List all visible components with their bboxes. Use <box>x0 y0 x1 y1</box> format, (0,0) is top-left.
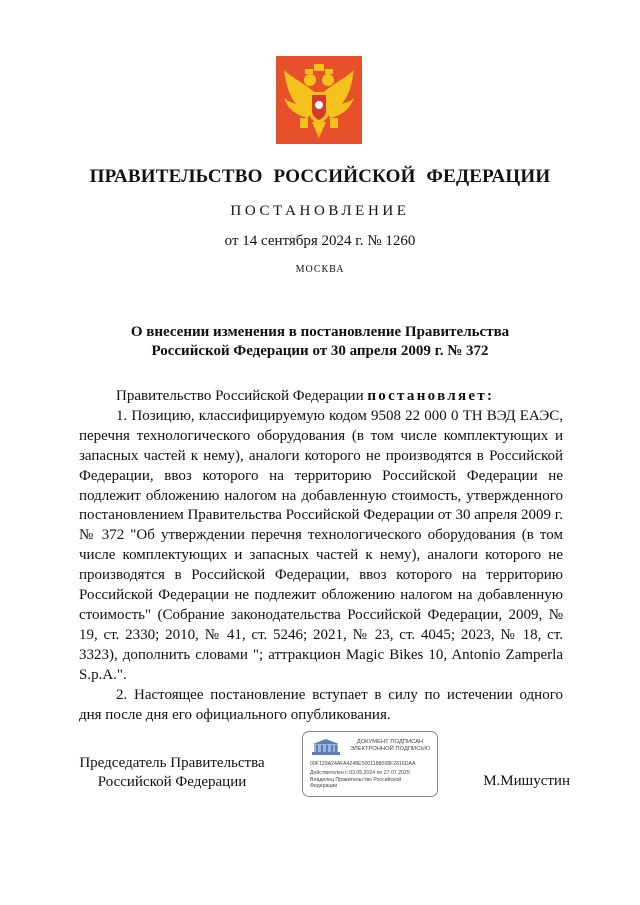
signatory-name: М.Мишустин <box>483 773 570 789</box>
stamp-certificate: 00F129A24AFA4248E5001188008F2816DAA <box>310 761 416 767</box>
stamp-title-line-1: ДОКУМЕНТ ПОДПИСАН <box>356 739 424 745</box>
stamp-owner-line-2: Федерации <box>310 783 338 789</box>
subject-line-2: Российской Федерации от 30 апреля 2009 г. № 372 <box>151 343 489 359</box>
stamp-title <box>345 739 435 753</box>
signature-building-icon <box>311 738 341 756</box>
intro-resolves: постановляет: <box>367 388 495 404</box>
city: МОСКВА <box>295 264 345 275</box>
paragraph-1: 1. Позицию, классифицируемую кодом 9508 22 000 0 ТН ВЭД ЕАЭС, перечня технологического оборудования (в том числе комплектующих и запасных частей к нему), аналоги которого не производятся в Российской Федерации, ввоз которого на территорию Российской Федерации не подлежит обложению налогом на добавленную стоимость, утвержденного постановлением Правительства Российской Федерации от 30 апреля 2009 г. № 372 "Об утверждении перечня технологического оборудования (в том числе комплектующих и запасных частей к нему), аналоги которого не производятся в Российской Федерации, ввоз которого на территорию Российской Федерации не подлежит обложению налогом на добавленную стоимость" (Собрание законодательства Российской Федерации, 2009, № 19, ст. 2330; 2010, № 41, ст. 5246; 2021, № 23, ст. 4045; 2023, № 18, ст. 3323), дополнить словами "; аттракцион Magic Bikes 10, Antonio Zamperla S.p.A.". <box>79 407 563 683</box>
government-title: ПРАВИТЕЛЬСТВО РОССИЙСКОЙ ФЕДЕРАЦИИ <box>89 166 551 187</box>
coat-of-arms-emblem <box>276 56 362 144</box>
stamp-title-line-2: ЭЛЕКТРОННОЙ ПОДПИСЬЮ <box>349 746 431 752</box>
electronic-signature-stamp <box>302 731 438 797</box>
intro-prefix: Правительство Российской Федерации <box>116 388 364 404</box>
signatory-position <box>64 754 280 792</box>
stamp-validity: Действителен с 03.05.2024 по 27.07.2025 <box>310 770 410 776</box>
subject-line-1: О внесении изменения в постановление Правительства <box>130 324 510 340</box>
position-line-1: Председатель Правительства <box>79 755 265 771</box>
document-body <box>79 387 563 725</box>
date-and-number: от 14 сентября 2024 г. № 1260 <box>224 233 416 249</box>
document-type: ПОСТАНОВЛЕНИЕ <box>230 203 410 219</box>
document-subject <box>0 323 640 361</box>
stamp-owner-line-1: Владелец Правительство Российской <box>310 777 402 783</box>
position-line-2: Российской Федерации <box>97 774 247 790</box>
resolution-intro <box>79 387 563 407</box>
paragraph-2: 2. Настоящее постановление вступает в силу по истечении одного дня после дня его официального опубликования. <box>79 686 563 723</box>
